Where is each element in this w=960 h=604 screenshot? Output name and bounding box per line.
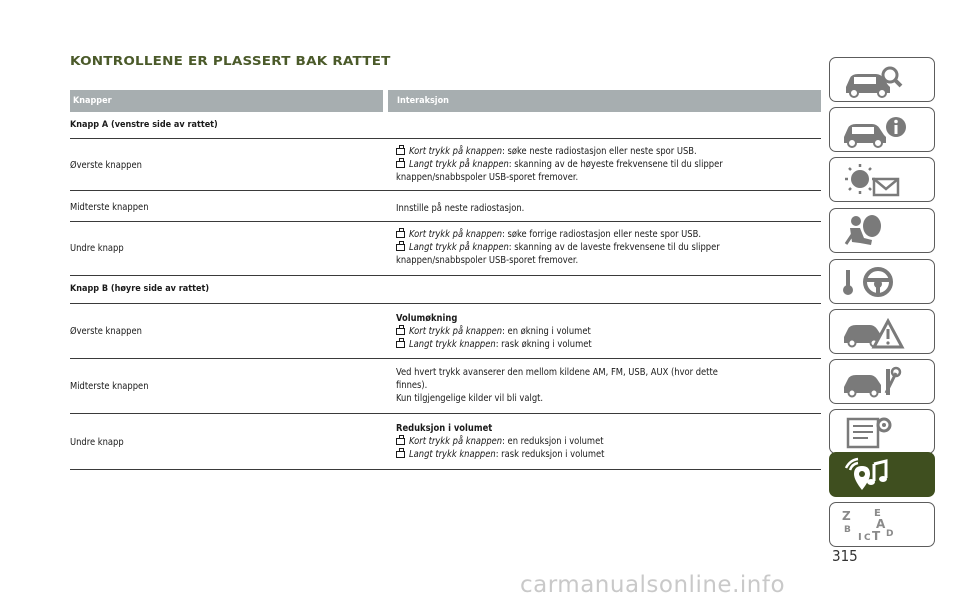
bullet-icon — [396, 328, 405, 335]
table-row — [70, 222, 821, 276]
page-number: 315 — [832, 547, 858, 565]
car-search-icon — [838, 61, 928, 99]
tab-emergency[interactable] — [829, 309, 935, 354]
table-row — [70, 304, 821, 359]
tab-technical-data[interactable] — [829, 409, 935, 454]
row-content: Innstille på neste radiostasjon. — [396, 203, 525, 214]
tab-maintenance[interactable] — [829, 359, 935, 404]
tab-warning-lights[interactable] — [829, 157, 935, 202]
row-label: Undre knapp — [70, 437, 124, 448]
technical-data-gear-icon — [838, 413, 928, 451]
row-label: Øverste knappen — [70, 326, 142, 337]
tab-airbag-safety[interactable] — [829, 208, 935, 253]
row-label: Undre knapp — [70, 243, 124, 254]
table-header — [70, 90, 821, 112]
tab-index[interactable] — [829, 502, 935, 547]
row-content: Kort trykk på knappen: søke forrige radiostasjon eller neste spor USB. Langt trykk på knappen: skanning av de laveste frekvensene til du slipper knappen/snabbspoler USB-sporet fremover. — [396, 229, 720, 266]
section-row-b — [70, 276, 821, 304]
row-label: Midterste knappen — [70, 381, 149, 392]
key-steering-wheel-icon — [838, 263, 928, 301]
section-title: Knapp B (høyre side av rattet) — [70, 284, 210, 294]
page-heading: KONTROLLENE ER PLASSERT BAK RATTET — [70, 53, 391, 68]
section-row-a — [70, 112, 821, 139]
multimedia-music-icon — [838, 456, 928, 494]
row-content: Ved hvert trykk avanserer den mellom kildene AM, FM, USB, AUX (hvor dette finnes). Kun tilgjengelige kilder vil bli valgt. — [396, 367, 718, 404]
bullet-icon — [396, 231, 405, 238]
bullet-icon — [396, 148, 405, 155]
tab-multimedia[interactable] — [829, 452, 935, 497]
row-label: Midterste knappen — [70, 202, 149, 213]
svg-text:C: C — [864, 533, 871, 543]
row-content: Kort trykk på knappen: søke neste radiostasjon eller neste spor USB. Langt trykk på knappen: skanning av de høyeste frekvensene til du slipper knappen/snabbspoler USB-sporet fremover. — [396, 146, 723, 183]
row-content: Volumøkning Kort trykk på knappen: en økning i volumet Langt trykk knappen: rask økning i volumet — [396, 313, 592, 350]
car-emergency-warning-icon — [838, 313, 928, 351]
svg-text:B: B — [844, 525, 851, 535]
svg-text:I: I — [858, 532, 862, 543]
watermark: carmanualsonline.info — [520, 572, 786, 598]
car-maintenance-tools-icon — [838, 363, 928, 401]
warning-lights-message-icon — [838, 161, 928, 199]
section-title: Knapp A (venstre side av rattet) — [70, 120, 218, 130]
controls-table — [70, 90, 821, 470]
table-row — [70, 191, 821, 222]
row-content: Reduksjon i volumet Kort trykk på knappen: en reduksjon i volumet Langt trykk knappen: rask reduksjon i volumet — [396, 423, 605, 460]
svg-text:D: D — [886, 529, 894, 539]
col-header-interaction: Interaksjon — [397, 96, 449, 106]
bullet-icon — [396, 161, 405, 168]
bullet-icon — [396, 438, 405, 445]
col-header-buttons: Knapper — [73, 96, 112, 106]
table-row — [70, 139, 821, 191]
tab-car-search[interactable] — [829, 57, 935, 102]
tab-starting-driving[interactable] — [829, 259, 935, 304]
bullet-icon — [396, 244, 405, 251]
tab-car-info[interactable] — [829, 107, 935, 152]
row-label: Øverste knappen — [70, 160, 142, 171]
bullet-icon — [396, 341, 405, 348]
car-info-icon — [838, 111, 928, 149]
table-row — [70, 359, 821, 414]
svg-text:A: A — [876, 517, 886, 531]
table-row — [70, 414, 821, 470]
alphabetical-index-icon — [838, 506, 928, 544]
bullet-icon — [396, 451, 405, 458]
airbag-passenger-icon — [838, 212, 928, 250]
svg-text:Z: Z — [842, 509, 851, 523]
svg-text:T: T — [872, 529, 881, 543]
svg-text:E: E — [874, 508, 881, 519]
